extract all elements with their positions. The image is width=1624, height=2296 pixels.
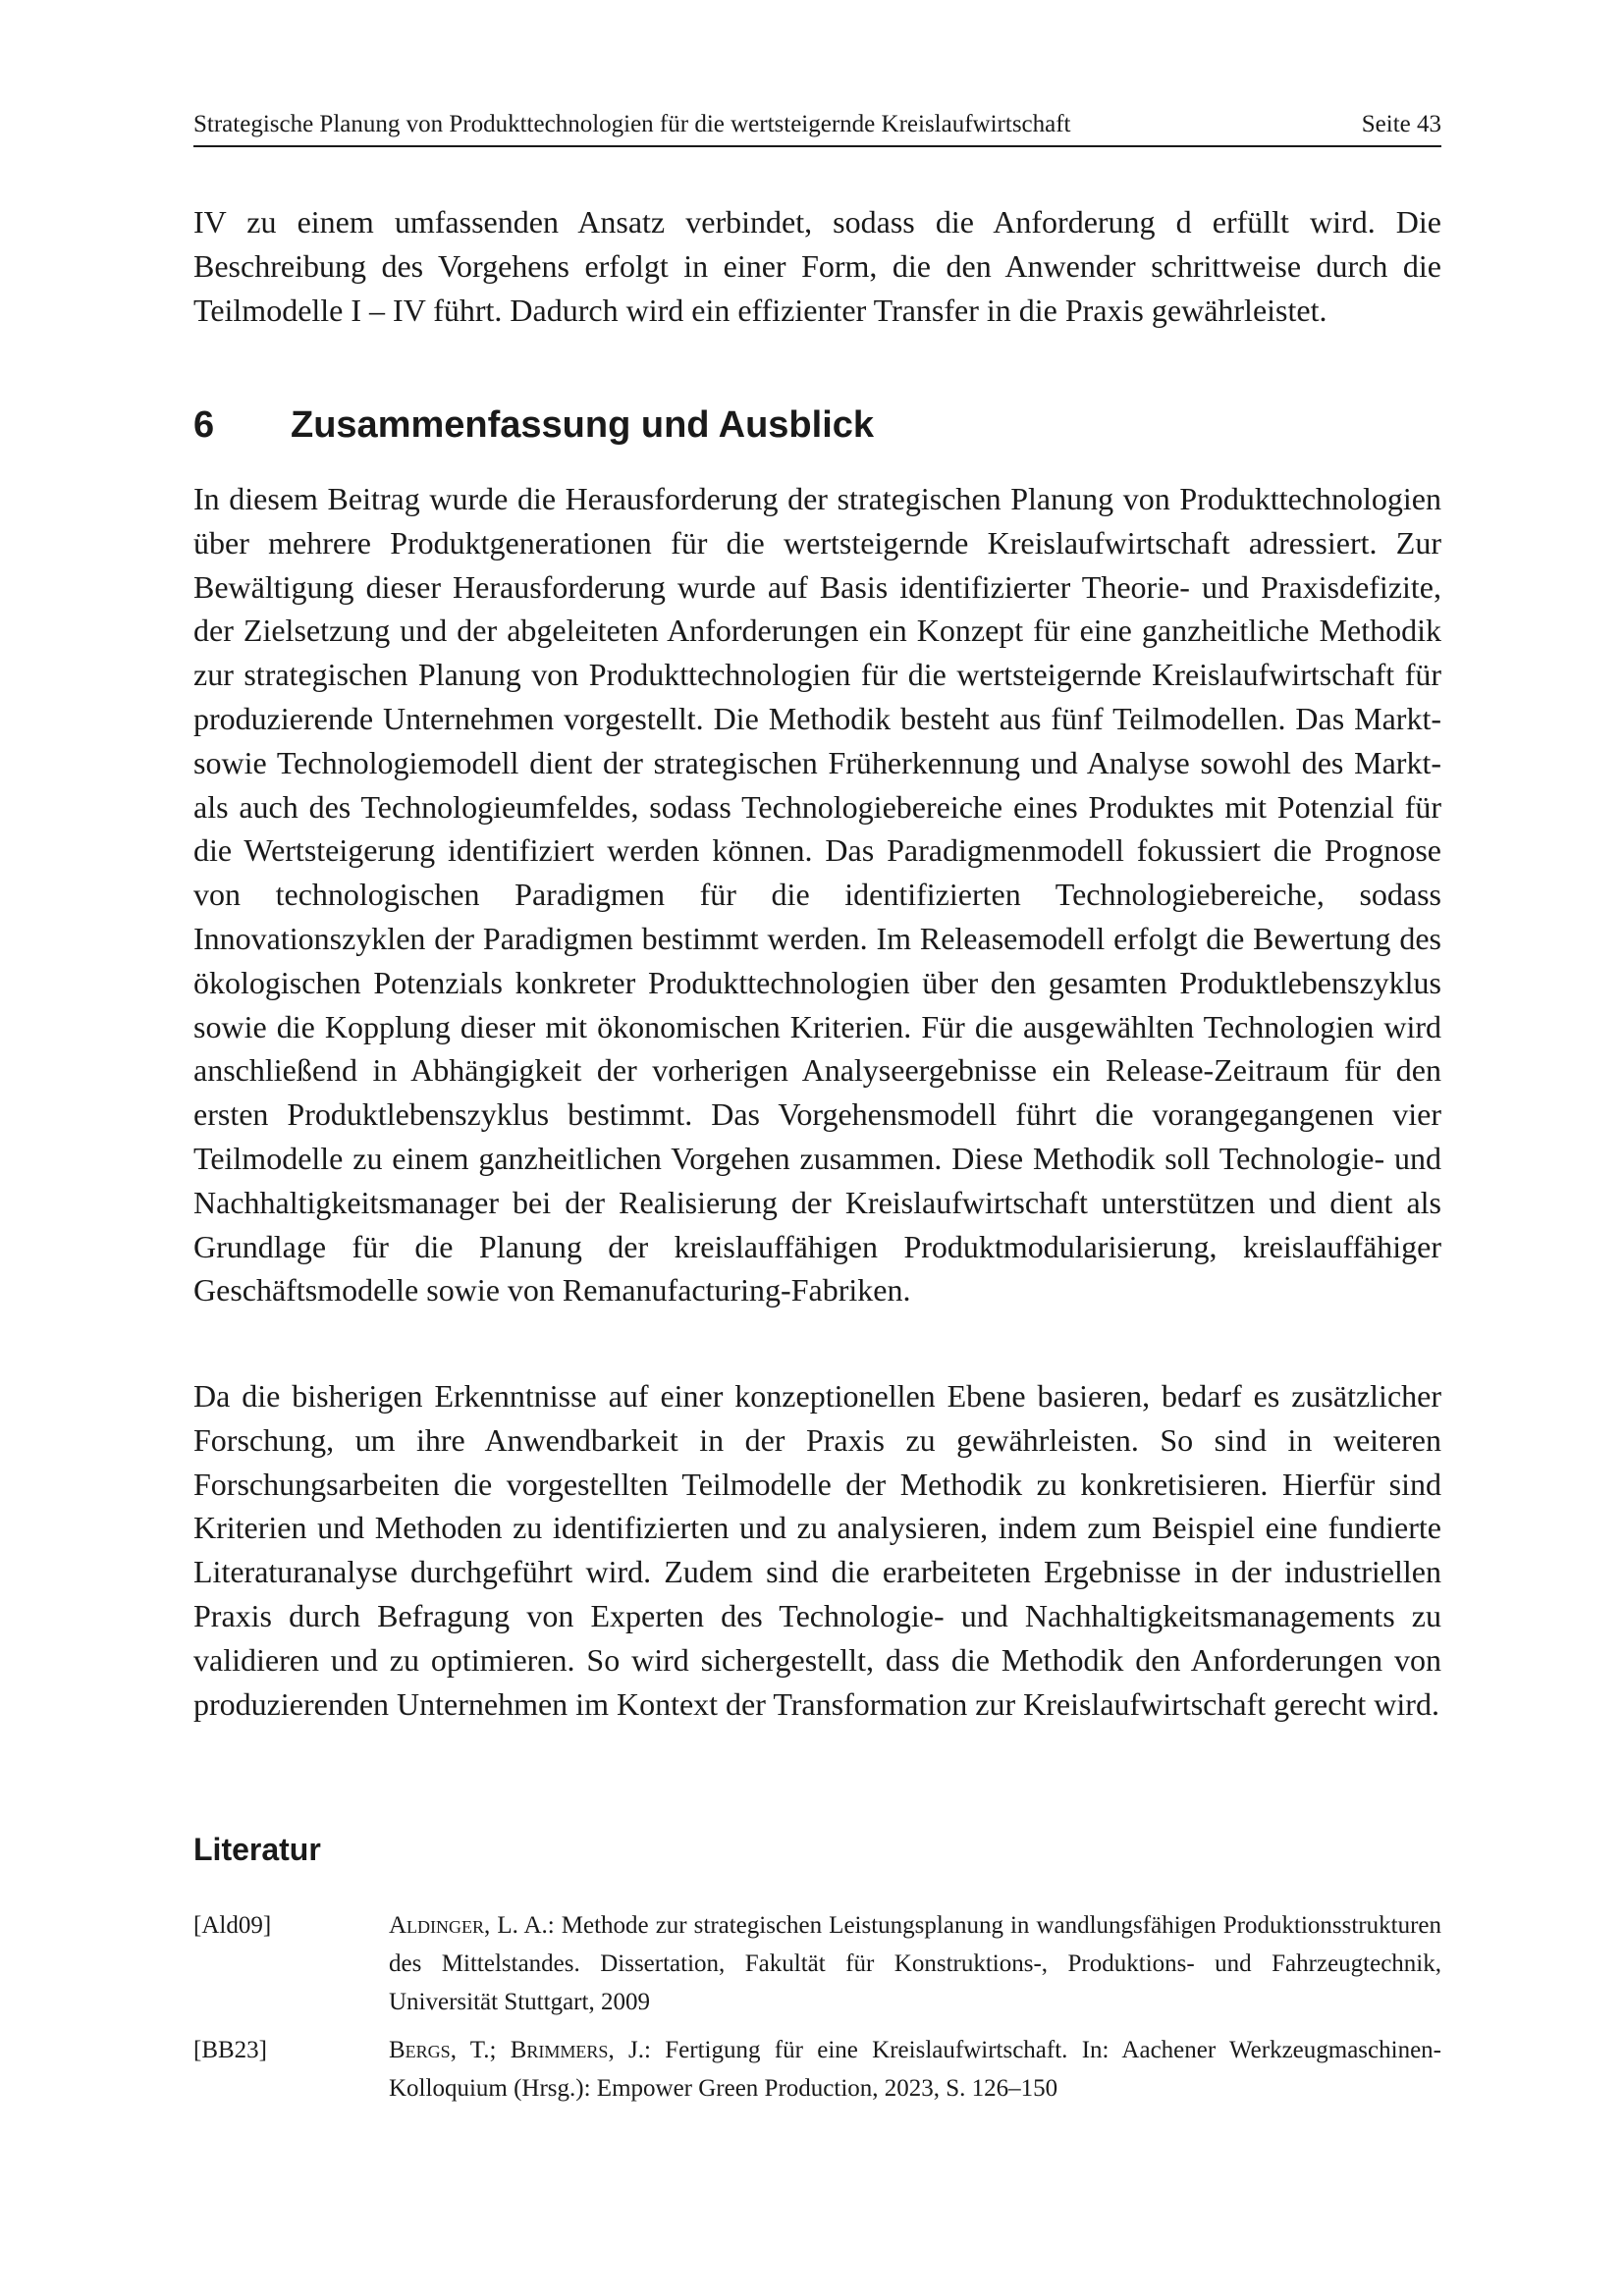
reference-item xyxy=(193,1906,1441,2021)
literature-heading: Literatur xyxy=(193,1832,321,1867)
section-title: Zusammenfassung und Ausblick xyxy=(291,404,875,446)
reference-details: , L. A.: Methode zur strategischen Leistungsplanung in wandlungsfähigen Produktionsstrukturen des Mittelstandes. Dissertation, Fakultät für Konstruktions-, Produktions- und Fahrzeugtechnik, Universität Stuttgart, 2009 xyxy=(389,1912,1441,2015)
outlook-paragraph: Da die bisherigen Erkenntnisse auf einer konzeptionellen Ebene basieren, bedarf es zusätzlicher Forschung, um ihre Anwendbarkeit in der Praxis zu gewährleisten. So sind in weiteren Forschungsarbeiten die vorgestellten Teilmodelle der Methodik zu konkretisieren. Hierfür sind Kriterien und Methoden zu identifizierten und zu analysieren, indem zum Beispiel eine fundierte Literaturanalyse durchgeführt wird. Zudem sind die erarbeiteten Ergebnisse in der industriellen Praxis durch Befragung von Experten des Technologie- und Nachhaltigkeitsmanagements zu validieren und zu optimieren. So wird sichergestellt, dass die Methodik den Anforderungen von produzierenden Unternehmen im Kontext der Transformation zur Kreislaufwirtschaft gerecht wird. xyxy=(193,1378,1441,1722)
reference-author: Aldinger xyxy=(389,1912,485,1939)
running-title: Strategische Planung von Produkttechnologien für die wertsteigernde Kreislaufwirtschaft xyxy=(193,111,1071,137)
reference-entry xyxy=(389,1906,1441,2021)
section-number: 6 xyxy=(193,404,215,446)
reference-key: [Ald09] xyxy=(193,1912,272,1939)
reference-details: , J.: Fertigung für eine Kreislaufwirtschaft. In: Aachener Werkzeugmaschinen-Kolloquium (Hrsg.): Empower Green Production, 2023, S. 126–150 xyxy=(389,2037,1441,2102)
reference-key: [BB23] xyxy=(193,2037,267,2063)
summary-paragraph: In diesem Beitrag wurde die Herausforderung der strategischen Planung von Produkttechnologien über mehrere Produktgenerationen für die wertsteigernde Kreislaufwirtschaft adressiert. Zur Bewältigung dieser Herausforderung wurde auf Basis identifizierter Theorie- und Praxisdefizite, der Zielsetzung und der abgeleiteten Anforderungen ein Konzept für eine ganzheitliche Methodik zur strategischen Planung von Produkttechnologien für die wertsteigernde Kreislaufwirtschaft für produzierende Unternehmen vorgestellt. Die Methodik besteht aus fünf Teilmodellen. Das Markt- sowie Technologiemodell dient der strategischen Früherkennung und Analyse sowohl des Markt- als auch des Technologieumfeldes, sodass Technologiebereiche eines Produktes mit Potenzial für die Wertsteigerung identifiziert werden können. Das Paradigmenmodell fokussiert die Prognose von technologischen Paradigmen für die identifizierten Technologiebereiche, sodass Innovationszyklen der Paradigmen bestimmt werden. Im Releasemodell erfolgt die Bewertung des ökologischen Potenzials konkreter Produkttechnologien über den gesamten Produktlebenszyklus sowie die Kopplung dieser mit ökonomischen Kriterien. Für die ausgewählten Technologien wird anschließend in Abhängigkeit der vorherigen Analyseergebnisse ein Release-Zeitraum für den ersten Produktlebenszyklus bestimmt. Das Vorgehensmodell führt die vorangegangenen vier Teilmodelle zu einem ganzheitlichen Vorgehen zusammen. Diese Methodik soll Technologie- und Nachhaltigkeitsmanager bei der Realisierung der Kreislaufwirtschaft unterstützen und dient als Grundlage für die Planung der kreislauffähigen Produktmodularisierung, kreislauffähiger Geschäftsmodelle sowie von Remanufacturing-Fabriken. xyxy=(193,481,1441,1308)
reference-entry xyxy=(389,2031,1441,2108)
reference-list xyxy=(193,1906,1441,2117)
reference-item xyxy=(193,2031,1441,2108)
reference-author-separator: , T.; xyxy=(450,2037,511,2063)
intro-paragraph: IV zu einem umfassenden Ansatz verbindet, sodass die Anforderung d erfüllt wird. Die Beschreibung des Vorgehens erfolgt in einer Form, die den Anwender schrittweise durch die Teilmodelle I – IV führt. Dadurch wird ein effizienter Transfer in die Praxis gewährleistet. xyxy=(193,204,1441,328)
page-number: Seite 43 xyxy=(1361,111,1441,137)
section-heading xyxy=(193,402,1441,448)
reference-author: Bergs xyxy=(389,2037,451,2063)
reference-author: Brimmers xyxy=(510,2037,609,2063)
running-header xyxy=(193,108,1441,147)
